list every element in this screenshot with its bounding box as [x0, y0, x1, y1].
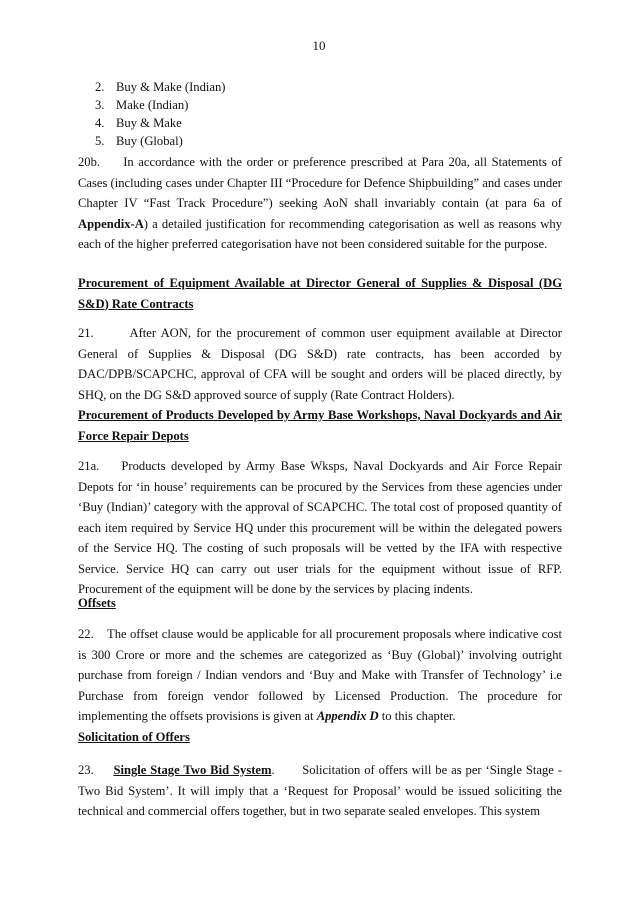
paragraph-21: 21. After AON, for the procurement of common user equipment available at Director General of Supplies & Disposal (DG S&D) rate contracts, has been accorded by DAC/DPB/SCAPCHC, approval of CFA will be sought and orders will be placed directly, by SHQ, on the DG S&D approved source of supply (Rate Contract Holders).: [78, 326, 562, 402]
paragraph-23: 23. Single Stage Two Bid System. Solicitation of offers will be as per ‘Single Stage - Two Bid System’. It will imply that a ‘Request for Proposal’ would be issued soliciting the technical and commercial offers together, but in two separate sealed envelopes. This system: [78, 763, 562, 818]
heading-dgsd: Procurement of Equipment Available at Director General of Supplies & Disposal (DG S&D) Rate Contracts: [78, 276, 562, 311]
paragraph-22: 22. The offset clause would be applicable for all procurement proposals where indicative cost is 300 Crore or more and the schemes are categorized as ‘Buy (Global)’ involving outright purchase from foreign / Indian vendors and ‘Buy and Make with Transfer of Technology’ i.e Purchase from foreign vendor followed by Licensed Production. The procedure for implementing the offsets provisions is given at Appendix D to this chapter.: [78, 627, 562, 723]
paragraph-21a: 21a. Products developed by Army Base Wksps, Naval Dockyards and Air Force Repair Depots for ‘in house’ requirements can be procured by the Services from these agencies under ‘Buy (Indian)’ category with the approval of SCAPCHC. The total cost of proposed quantity of each item required by Service HQ under this procurement will be within the delegated powers of the Service HQ. The costing of such proposals will be vetted by the IFA with respective Service. Service HQ can carry out user trials for the equipment without issue of RFP. Procurement of the equipment will be done by the services by placing indents.: [78, 459, 563, 596]
list-item: 2. Buy & Make (Indian): [95, 80, 226, 94]
page-number: 10: [312, 38, 326, 53]
list-item: 3. Make (Indian): [95, 98, 189, 112]
heading-base-workshops: Procurement of Products Developed by Army Base Workshops, Naval Dockyards and Air Force Repair Depots: [78, 408, 562, 443]
para-number: 23.: [78, 763, 94, 777]
para-number: 20b.: [78, 155, 101, 169]
heading-solicitation: Solicitation of Offers: [78, 730, 190, 744]
list-item: 5. Buy (Global): [95, 134, 183, 148]
category-list: [95, 78, 225, 150]
subheading-two-bid: Single Stage Two Bid System: [113, 763, 272, 777]
paragraph-20b: 20b. In accordance with the order or preference prescribed at Para 20a, all Statements of Cases (including cases under Chapter III “Procedure for Defence Shipbuilding” and cases under Chapter IV “Fast Track Procedure”) seeking AoN shall invariably contain (at para 6a of Appendix-A) a detailed justification for recommending categorisation as well as reasons why each of the higher preferred categorisation have not been considered suitable for the purpose.: [78, 155, 562, 251]
appendix-d-ref: Appendix D: [316, 709, 379, 723]
list-item: 4. Buy & Make: [95, 116, 182, 130]
para-number: 22.: [78, 627, 94, 641]
heading-offsets: Offsets: [78, 596, 116, 610]
appendix-a-ref: Appendix-A: [78, 216, 144, 231]
para-number: 21a.: [78, 459, 100, 473]
para-number: 21.: [78, 326, 94, 340]
